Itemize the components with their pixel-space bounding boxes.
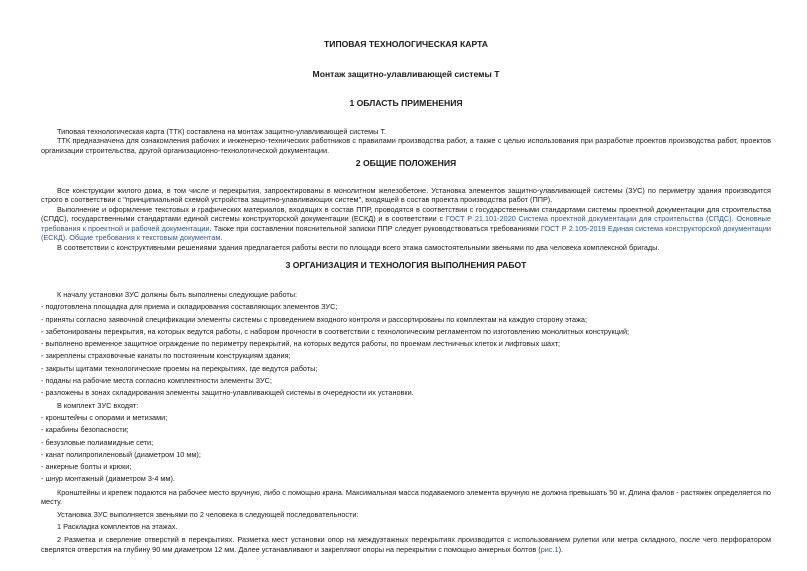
lift-paragraph: Кронштейны и крепеж подаются на рабочее место вручную, либо с помощью крана. Максимальная масса подаваемого элемента вручную не должна превышать 50 кг. Длина фалов - растяжек определяется по месту. [41,487,771,507]
s2-p2-text-c: . [220,233,223,243]
s2-paragraph-3: В соответствии с конструктивными решениями здания предлагается работы вести по площади всего этажа самостоятельными звеньями по два человека комплексной бригады. [57,242,660,252]
kit-item: - канат полипропиленовый (диаметром 10 мм); [41,449,201,459]
kit-item: - кронштейны с опорами и метизами; [41,412,168,422]
gost-21-101-link[interactable]: ГОСТ Р 21.101-2020 Система проектной документации для строительства (СПДС). Основные требования к проектной и рабочей документации [41,214,771,233]
step-2-text-a: 2 Разметка и сверление отверстий в перекрытиях. Разметка мест установки опор на междуэтажных перекрытиях производится с использованием рулетки или метра складного, после чего перфоратором сверлятся отверстия на глубину 90 мм диаметром 12 мм. Далее устанавливают и закрепляют опоры на перекрытии с помощью анкерных болтов ( [41,535,771,554]
list-item: - приняты согласно заявочной спецификации элементы системы с проведением входного контроля и рассортированы по комплектам на каждую сторону этажа; [41,314,587,324]
step-2 [41,535,771,554]
figure-1-link[interactable]: рис.1 [540,544,559,554]
list-item: - закреплены страховочные канаты по постоянным конструкциям здания; [41,351,291,361]
kit-item: - безузловые полиамидные сети; [41,437,154,447]
section-1-heading: 1 ОБЛАСТЬ ПРИМЕНЕНИЯ [349,98,463,108]
s1-paragraph-1: Типовая технологическая карта (ТТК) составлена на монтаж защитно-улавливающей системы Т. [57,127,387,136]
section-2-body [41,186,771,252]
section-3-heading: 3 ОРГАНИЗАЦИЯ И ТЕХНОЛОГИЯ ВЫПОЛНЕНИЯ РАБОТ [285,260,527,270]
s1-paragraph-2: ТТК предназначена для ознакомления рабочих и инженерно-технических работников с правилами производства работ, а также с целью использования при разработке проектов производства работ, проектов организации строительства, другой организационно-технологической документации. [41,136,771,155]
step-1: 1 Раскладка комплектов на этажах. [57,522,178,532]
kit-item: - анкерные болты и крюки; [41,462,132,472]
s2-paragraph-2 [41,205,771,243]
section-2-heading: 2 ОБЩИЕ ПОЛОЖЕНИЯ [355,158,457,168]
list-item: - выполнено временное защитное ограждение по периметру перекрытий, на которых ведутся работы, по проемам лестничных клеток и лифтовых шахт; [41,339,561,349]
doc-title: ТИПОВАЯ ТЕХНОЛОГИЧЕСКАЯ КАРТА [324,39,488,49]
list-item: - поданы на рабочие места согласно комплектности элементы ЗУС; [41,376,272,386]
list-item: - разложены в зонах складирования элементы защитно-улавливающей системы в очередности их установки. [41,388,414,398]
list-item: - подготовлена площадка для приема и складирования составляющих элементов ЗУС; [41,302,338,312]
s2-paragraph-1: Все конструкции жилого дома, в том числе и перекрытия, запроектированы в монолитном железобетоне. Установка элементов защитно-улавливающей системы (ЗУС) по периметру здания производится строго в соответствии с "принципиальной схемой устройства защитно-улавливающих систем", входящей в состав проекта производства работ (ППР). [41,186,771,205]
s3-intro: К началу установки ЗУС должны быть выполнены следующие работы: [57,290,298,299]
section-3-body [41,289,771,554]
step-2-text-b: ). [558,544,564,554]
doc-subtitle: Монтаж защитно-улавливающей системы Т [312,69,500,79]
kit-item: - шнур монтажный (диаметром 3-4 мм). [41,474,175,484]
kit-intro: В комплект ЗУС входят: [57,400,139,410]
s2-p2-text-b: . Также при составлении пояснительной записки ППР следует руководствоваться требованиями [209,223,541,233]
section-1-body [41,127,771,155]
gost-2-105-link[interactable]: ГОСТ Р 2.105-2019 Единая система конструкторской документации (ЕСКД). Общие требования к текстовым документам [41,223,771,243]
install-paragraph: Установка ЗУС выполняется звеньями по 2 человека в следующей последовательности: [57,509,359,519]
s2-p2-text-a: Выполнение и оформление текстовых и графических материалов, входящих в состав ППР, проводятся в соответствии с государственными стандартами системы проектной документации для строительства (СПДС), государственными стандартами единой системы конструкторской документации (ЕСКД) и в соответствии с [41,204,771,224]
list-item: - забетонированы перекрытия, на которых ведутся работы, с набором прочности в соответствии с технологическим регламентом по изготовлению монолитных конструкций; [41,326,630,336]
kit-item: - карабины безопасности; [41,425,129,435]
list-item: - закрыты щитами технологические проемы на перекрытиях, где ведутся работы; [41,363,318,373]
